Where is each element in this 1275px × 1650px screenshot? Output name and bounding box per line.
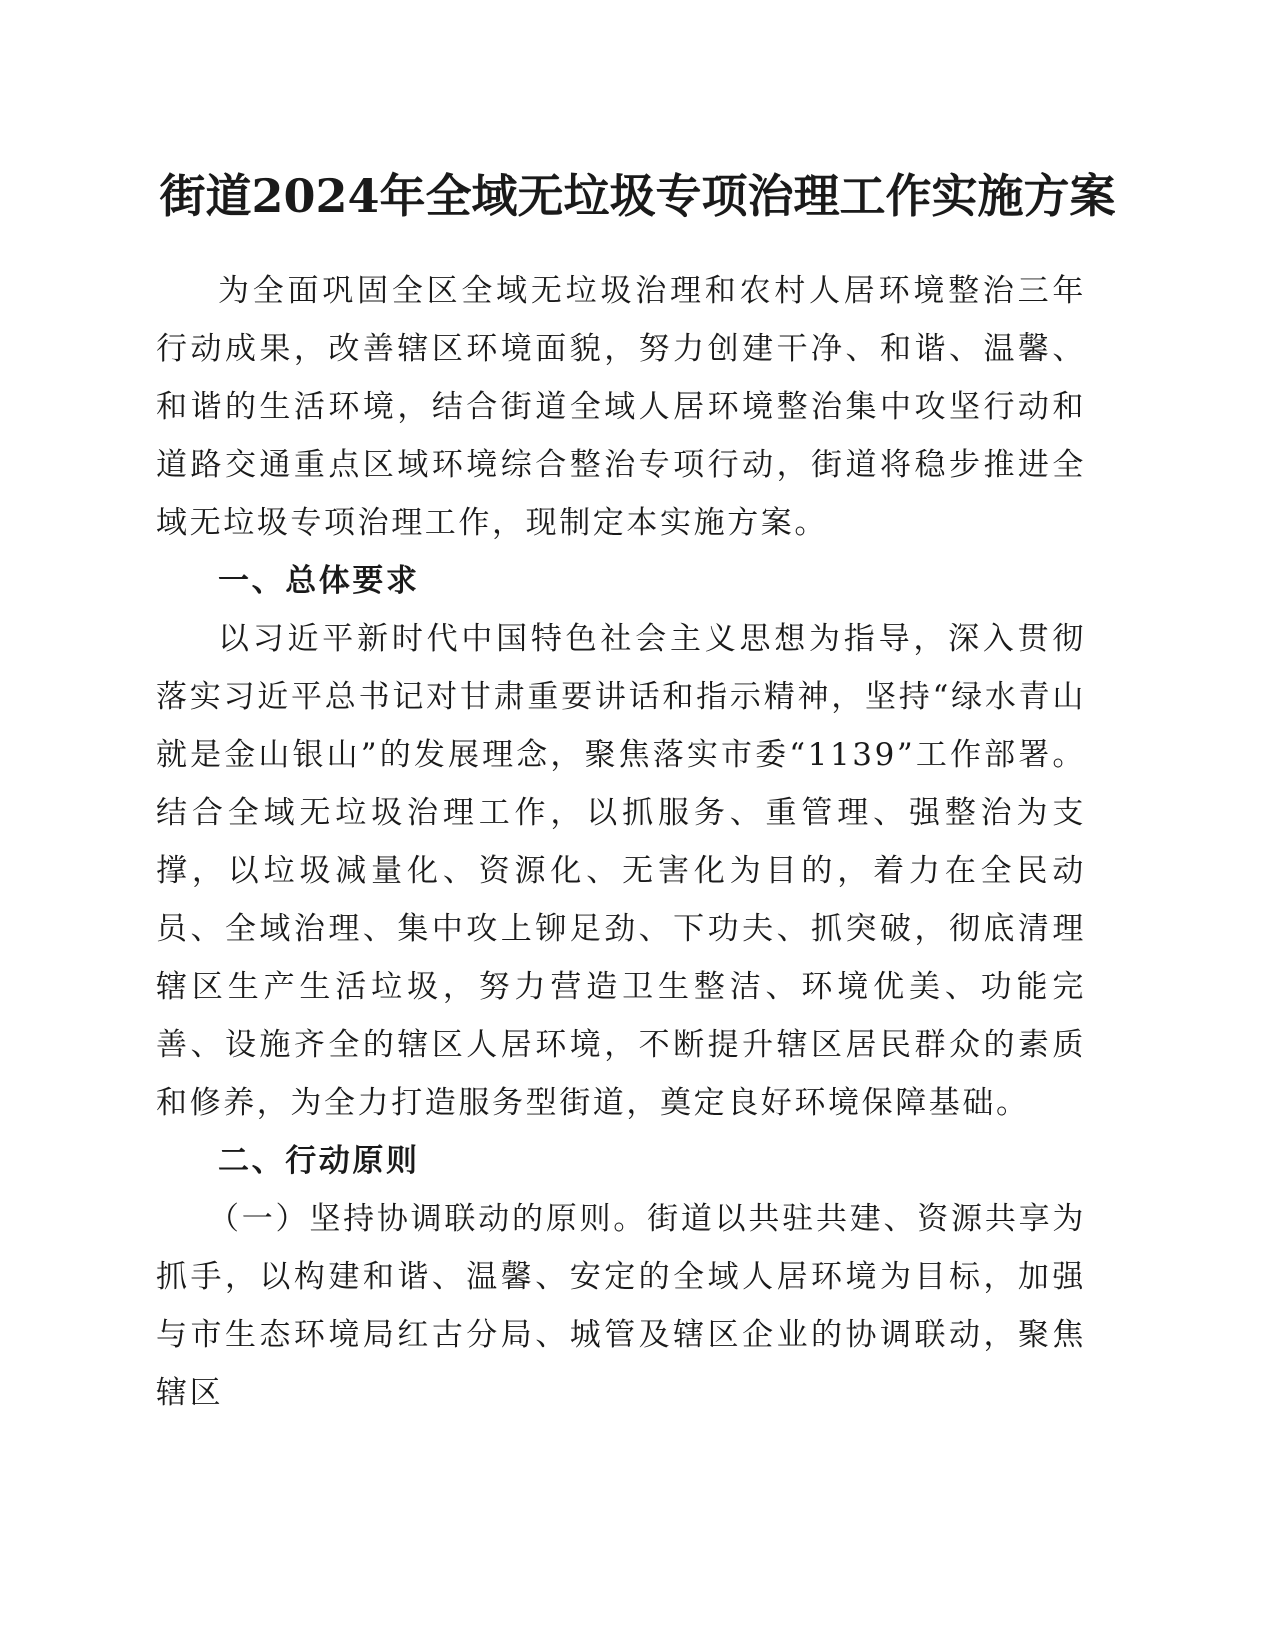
general-requirements-paragraph: 以习近平新时代中国特色社会主义思想为指导，深入贯彻落实习近平总书记对甘肃重要讲话和指示精神，坚持“绿水青山就是金山银山”的发展理念，聚焦落实市委“1139”工作部署。结合全域无垃圾治理工作，以抓服务、重管理、强整治为支撑，以垃圾减量化、资源化、无害化为目的，着力在全民动员、全域治理、集中攻上铆足劲、下功夫、抓突破，彻底清理辖区生产生活垃圾，努力营造卫生整洁、环境优美、功能完善、设施齐全的辖区人居环境，不断提升辖区居民群众的素质和修养，为全力打造服务型街道，奠定良好环境保障基础。 (156, 621, 1086, 1121)
document-body (156, 262, 1086, 1422)
action-principles-paragraph: （一）坚持协调联动的原则。街道以共驻共建、资源共享为抓手，以构建和谐、温馨、安定的全域人居环境为目标，加强与市生态环境局红古分局、城管及辖区企业的协调联动，聚焦辖区 (156, 1201, 1086, 1411)
section-heading-general-requirements: 一、总体要求 (218, 563, 420, 599)
section-heading-action-principles: 二、行动原则 (218, 1143, 420, 1179)
intro-paragraph: 为全面巩固全区全域无垃圾治理和农村人居环境整治三年行动成果，改善辖区环境面貌，努力创建干净、和谐、温馨、和谐的生活环境，结合街道全域人居环境整治集中攻坚行动和道路交通重点区域环境综合整治专项行动，街道将稳步推进全域无垃圾专项治理工作，现制定本实施方案。 (156, 273, 1086, 541)
document-title: 街道2024年全域无垃圾专项治理工作实施方案 (159, 169, 1116, 223)
